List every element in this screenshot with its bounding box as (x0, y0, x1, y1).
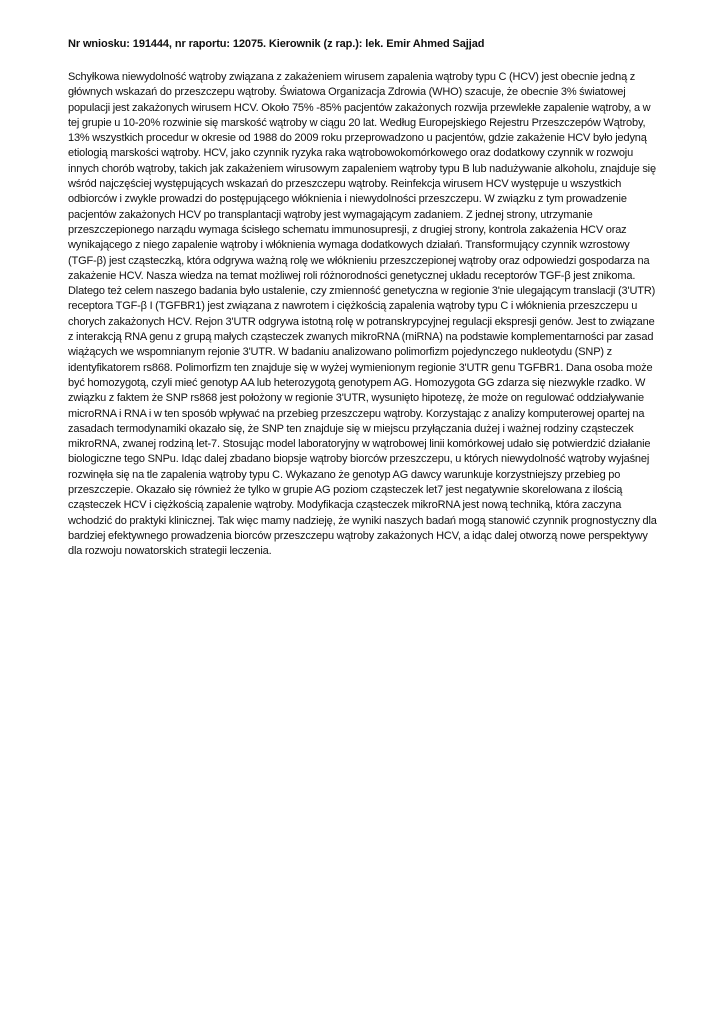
document-header: Nr wniosku: 191444, nr raportu: 12075. Kierownik (z rap.): lek. Emir Ahmed Sajjad (68, 38, 485, 50)
abstract-paragraph: Schyłkowa niewydolność wątroby związana z zakażeniem wirusem zapalenia wątroby typu C (HCV) jest obecnie jedną z głównych wskazań do przeszczepu wątroby. Światowa Organizacja Zdrowia (WHO) szacuje, że obecnie 3% światowej populacji jest zakażonych wirusem HCV. Około 75% -85% pacjentów zakażonych rozwija przewlekłe zapalenie wątroby, a w tej grupie u 10-20% rozwinie się marskość wątroby w ciągu 20 lat. Według Europejskiego Rejestru Przeszczepów Wątroby, 13% wszystkich procedur w okresie od 1988 do 2009 roku przeprowadzono u pacjentów, gdzie zakażenie HCV było jedyną etiologią marskości wątroby. HCV, jako czynnik ryzyka raka wątrobowokomórkowego oraz dodatkowy czynnik w rozwoju innych chorób wątroby, takich jak zakażeniem wirusowym zapaleniem wątroby typu B lub nadużywanie alkoholu, znajduje się wśród najczęściej występujących wskazań do przeszczepu wątroby. Reinfekcja wirusem HCV występuje u wszystkich odbiorców i zwykle prowadzi do postępującego włóknienia i niewydolności przeszczepu. W związku z tym prowadzenie pacjentów zakażonych HCV po transplantacji wątroby jest wymagającym zadaniem. Z jednej strony, utrzymanie przeszczepionego narządu wymaga ścisłego schematu immunosupresji, z drugiej strony, kontrola zakażenia HCV oraz wynikającego z niego zapalenie wątroby i włóknienia wymaga dodatkowych działań. Transformujący czynnik wzrostowy (TGF-β) jest cząsteczką, która odgrywa ważną rolę we włóknieniu przeszczepionej wątroby oraz odpowiedzi gospodarza na zakażenie HCV. Nasza wiedza na temat możliwej roli różnorodności genetycznej układu receptorów TGF-β jest znikoma. Dlatego też celem naszego badania było ustalenie, czy zmienność genetyczna w regionie 3'nie ulegającym translacji (3'UTR) receptora TGF-β I (TGFBR1) jest związana z nawrotem i ciężkością zapalenia wątroby typu C i włóknienia przeszczepu u chorych zakażonych HCV. Rejon 3'UTR odgrywa istotną rolę w potranskrypcyjnej regulacji ekspresji genów. Jest to związane z interakcją RNA genu z grupą małych cząsteczek zwanych mikroRNA (miRNA) na podstawie komplementarności par zasad wiążących we wspomnianym rejonie 3'UTR. W badaniu analizowano polimorfizm pojedynczego nukleotydu (SNP) z identyfikatorem rs868. Polimorfizm ten znajduje się w wyżej wymienionym regionie 3'UTR genu TGFBR1. Dana osoba może być homozygotą, czyli mieć genotyp AA lub heterozygotą genotypem AG. Homozygota GG zdarza się niezwykle rzadko. W związku z faktem że SNP rs868 jest położony w regionie 3'UTR, wysunięto hipotezę, że może on regulować oddziaływanie microRNA i RNA i w ten sposób wpływać na przebieg przeszczepu wątroby. Korzystając z analizy komputerowej opartej na zasadach termodynamiki okazało się, że SNP ten znajduje się w miejscu przyłączania dużej i ważnej rodziny cząsteczek mikroRNA, zwanej rodziną let-7. Stosując model laboratoryjny w wątrobowej linii komórkowej udało się potwierdzić działanie biologiczne tego SNPu. Idąc dalej zbadano biopsje wątroby biorców przeszczepu, u których niewydolność wątroby wyjaśnej rozwinęła się na tle zapalenia wątroby typu C. Wykazano że genotyp AG dawcy warunkuje korzystniejszy przebieg po przeszczepie. Okazało się również że tylko w grupie AG poziom cząsteczek let7 jest negatywnie skorelowana z ilością cząsteczek HCV i ciężkością zapalenie wątroby. Modyfikacja cząsteczek mikroRNA jest nową techniką, która zaczyna wchodzić do praktyki klinicznej. Tak więc mamy nadzieję, że wyniki naszych badań mogą stanowić czynnik prognostyczny dla bardziej efektywnego prowadzenia biorców przeszczepu wątroby zakażonych HCV, a idąc dalej otworzą nowe perspektywy dla rozwoju nowatorskich strategii leczenia. (68, 71, 657, 558)
